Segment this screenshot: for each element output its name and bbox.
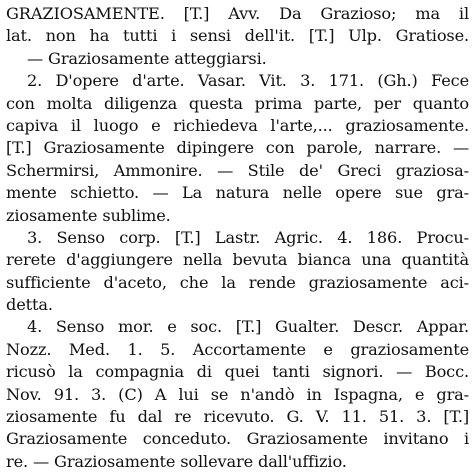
entry-line: 4. Senso mor. e soc. [T.] Gualter. Descr. Appar. xyxy=(27,317,469,337)
entry-line: ziosamente sublime. xyxy=(6,205,171,225)
entry-line: GRAZIOSAMENTE. [T.] Avv. Da Grazioso; ma il xyxy=(6,4,469,23)
entry-line: mente schietto. — La natura nelle opere sue gra- xyxy=(6,183,469,203)
entry-line: sufficiente d'aceto, che la rende graziosamente aci- xyxy=(6,272,469,292)
entry-line: ziosamente fu dal re ricevuto. G. V. 11. 51. 3. [T.] xyxy=(6,407,469,427)
entry-line: lat. non ha tutti i sensi dell'it. [T.] Ulp. Gratiose. xyxy=(6,26,469,46)
entry-line: Schermirsi, Ammonire. — Stile de' Greci graziosa- xyxy=(6,160,469,180)
entry-line: 3. Senso corp. [T.] Lastr. Agric. 4. 186. Procu- xyxy=(27,227,469,247)
dictionary-entry xyxy=(6,3,469,473)
entry-line: re. — Graziosamente sollevare dall'uffizio. xyxy=(6,451,347,471)
entry-line: con molta diligenza questa prima parte, per quanto xyxy=(6,93,469,113)
entry-line: 2. D'opere d'arte. Vasar. Vit. 3. 171. (Gh.) Fece xyxy=(27,71,469,91)
entry-line: ricusò la compagnia di quei tanti signori. — Bocc. xyxy=(6,362,469,382)
entry-line: Nov. 91. 3. (C) A lui se n'andò in Ispagna, e gra- xyxy=(6,384,469,404)
entry-line: — Graziosamente atteggiarsi. xyxy=(27,48,267,68)
entry-line: capiva il luogo e richiedeva l'arte,... graziosamente. xyxy=(6,115,469,135)
entry-line: detta. xyxy=(6,295,53,315)
entry-line: Graziosamente conceduto. Graziosamente invitano i xyxy=(6,429,469,449)
entry-line: Nozz. Med. 1. 5. Accortamente e graziosamente xyxy=(6,339,469,359)
entry-line: rerete d'aggiungere nella bevuta bianca una quantità xyxy=(6,250,469,270)
entry-line: [T.] Graziosamente dipingere con parole, narrare. — xyxy=(6,138,469,158)
